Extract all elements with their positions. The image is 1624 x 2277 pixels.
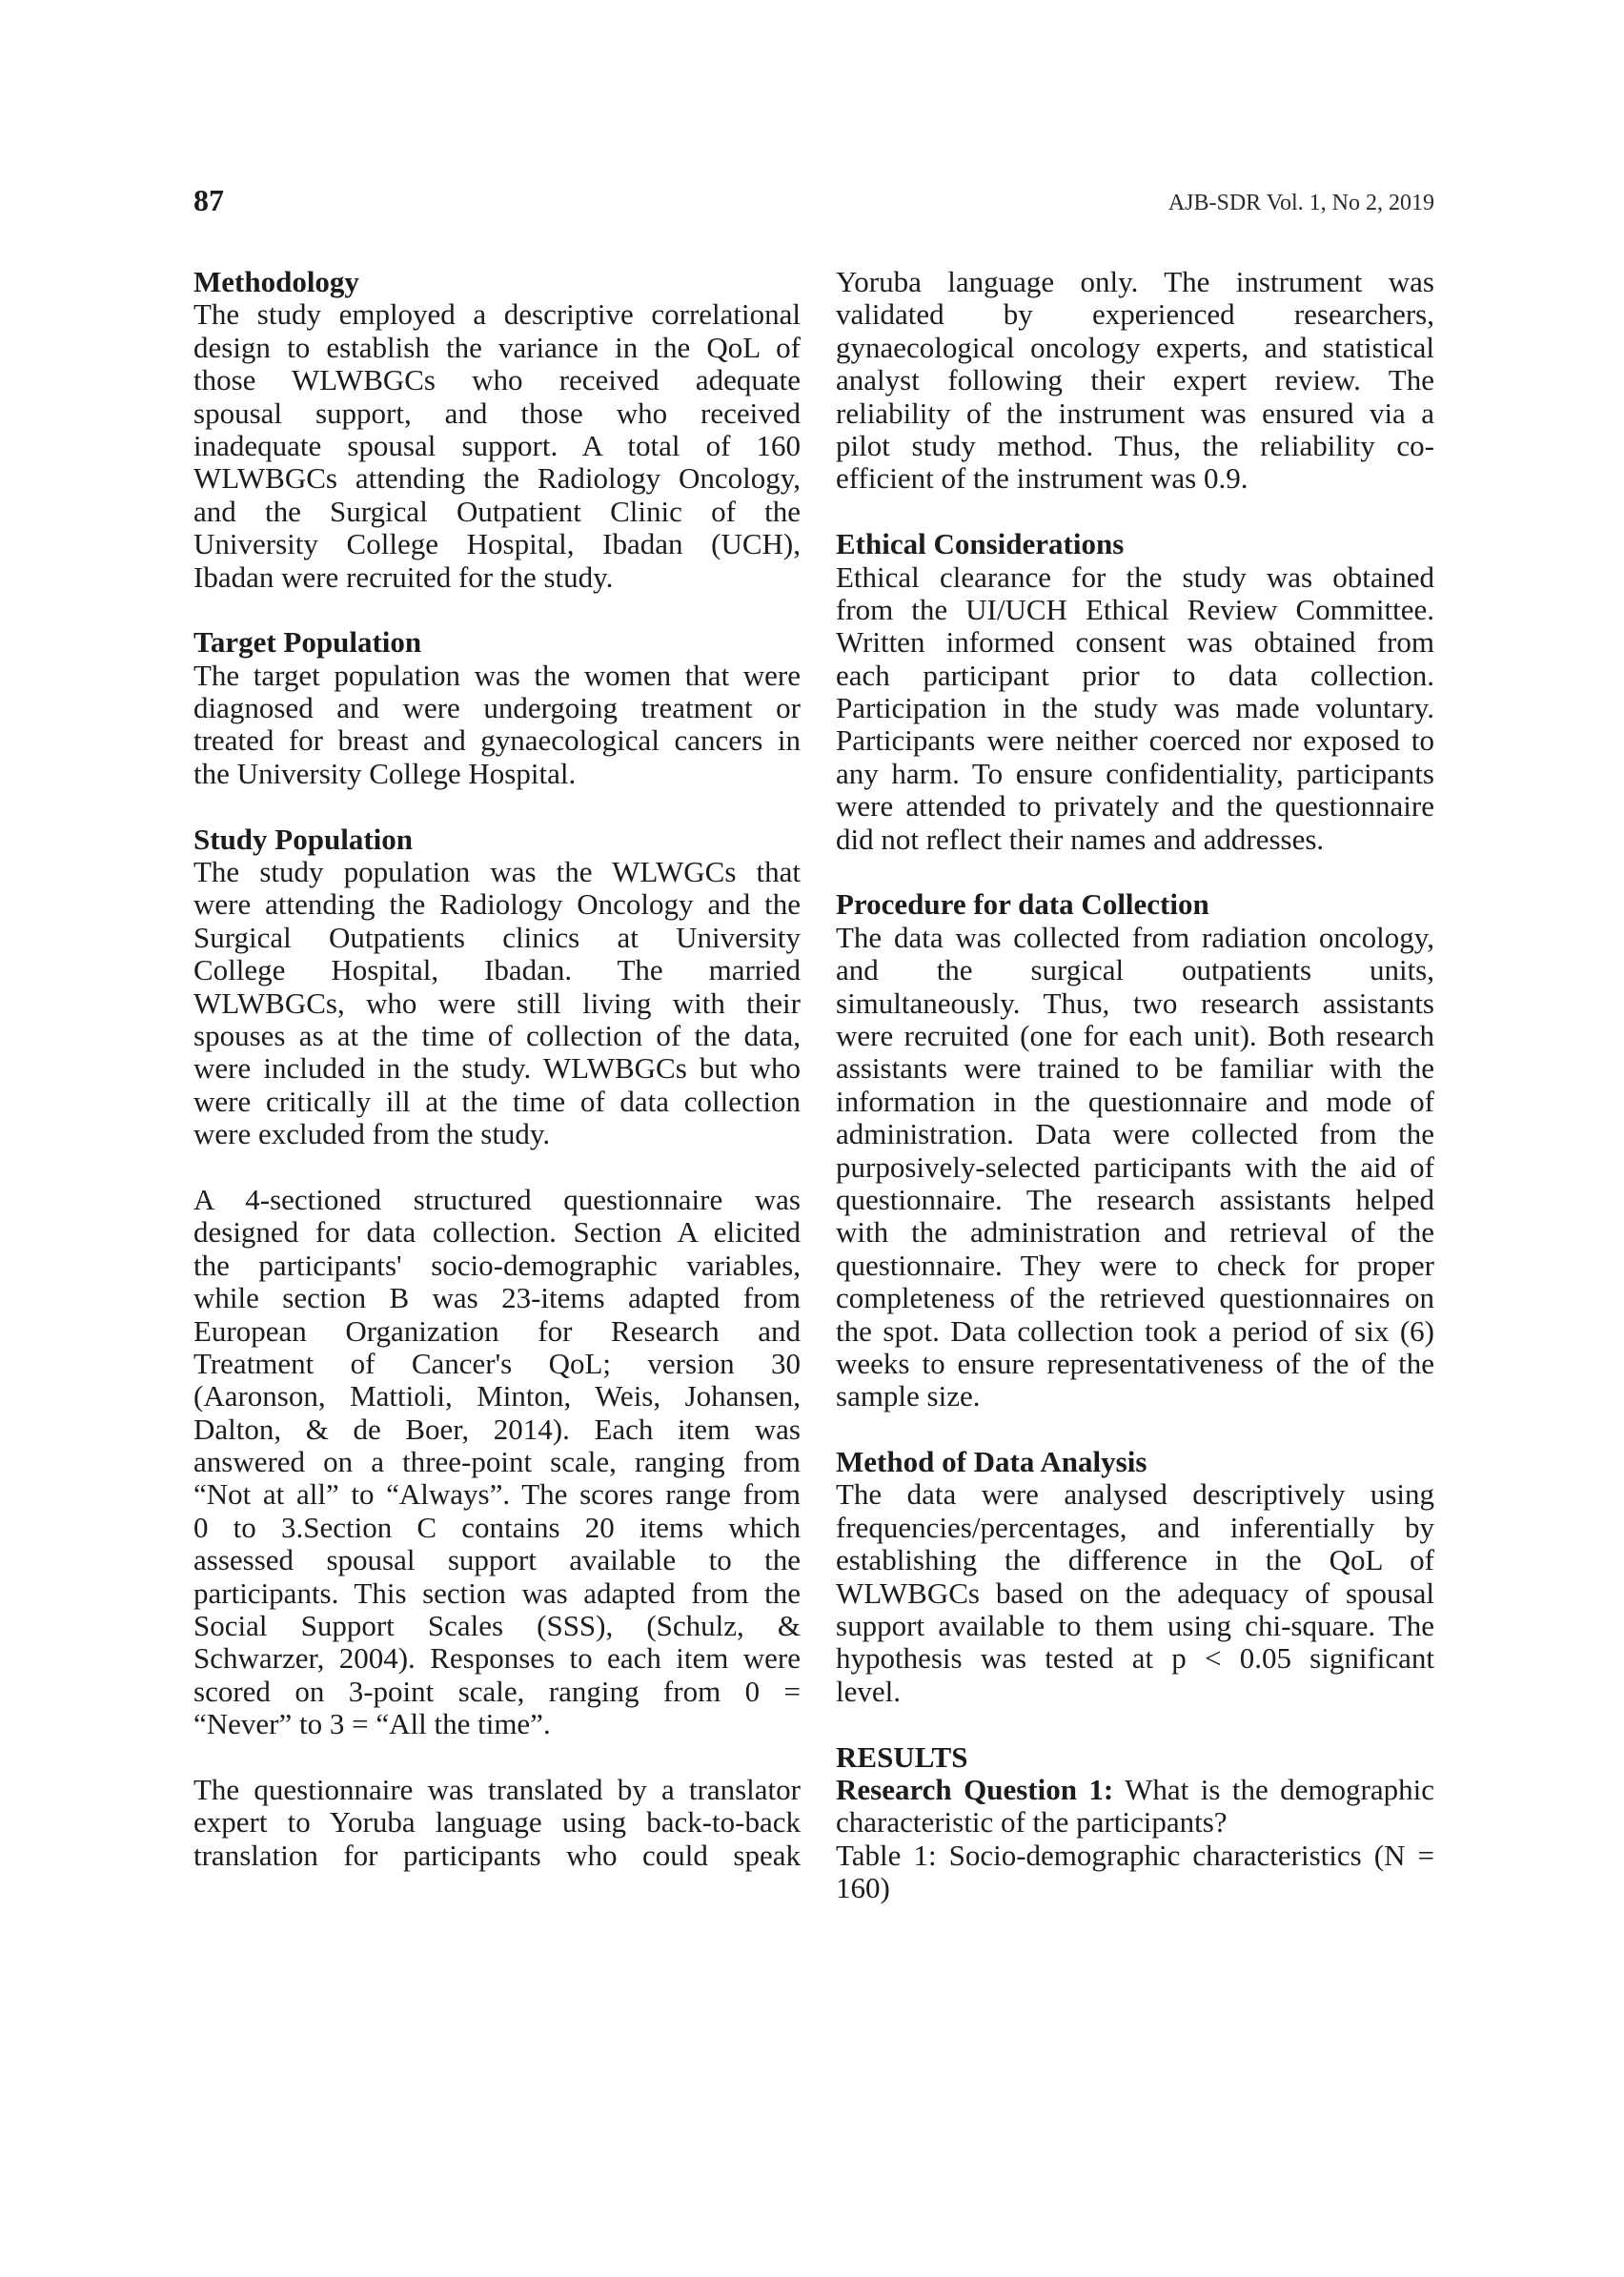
text-line: spousal support, and those who received [193,396,801,430]
text-line: characteristic of the participants? [836,1805,1228,1840]
text-line: pilot study method. Thus, the reliability co- [836,428,1434,462]
text-line: WLWBGCs based on the adequacy of spousal [836,1576,1434,1610]
text-line: Yoruba language only. The instrument was [836,265,1434,298]
text-line: Social Support Scales (SSS), (Schulz, & [193,1609,801,1643]
text-line: weeks to ensure representativeness of the of the [836,1346,1434,1380]
research-question-label: Research Question 1: [836,1772,1114,1806]
text-line: hypothesis was tested at p < 0.05 significant [836,1641,1434,1676]
text-line: information in the questionnaire and mode of [836,1084,1434,1118]
text-line: purposively-selected participants with the aid of [836,1149,1434,1184]
text-line: diagnosed and were undergoing treatment or [193,691,801,725]
text-line: The study employed a descriptive correlational [193,297,801,332]
text-line: Ibadan were recruited for the study. [193,559,614,594]
paragraph [193,1774,801,1872]
text-line: Written informed consent was obtained from [836,625,1434,660]
text-line: were attended to privately and the questionnaire [836,789,1434,823]
paragraph-spacer [193,1151,801,1184]
text-line: treated for breast and gynaecological cancers in [193,723,801,758]
text-line: each participant prior to data collection. [836,658,1434,692]
paragraph [836,266,1434,496]
page-number: 87 [193,183,224,217]
text-line: from the UI/UCH Ethical Review Committee. [836,592,1434,626]
text-line: gynaecological oncology experts, and statistical [836,330,1434,364]
paragraph-spacer [836,1413,1434,1446]
text-line: assistants were trained to be familiar with the [836,1051,1434,1086]
text-line: answered on a three-point scale, ranging from [193,1445,801,1479]
text-line: expert to Yoruba language using back-to-back [193,1805,801,1840]
text-line: frequencies/percentages, and inferentially by [836,1510,1434,1544]
text-line: design to establish the variance in the QoL of [193,330,801,364]
text-line: WLWBGCs attending the Radiology Oncology, [193,461,801,496]
paragraph-spacer [836,1708,1434,1740]
text-line: reliability of the instrument was ensured via a [836,396,1434,430]
text-line: The target population was the women that were [193,658,801,692]
text-line: designed for data collection. Section A elicited [193,1215,801,1250]
text-line: (Aaronson, Mattioli, Minton, Weis, Johansen, [193,1379,801,1413]
text-line: analyst following their expert review. The [836,363,1434,397]
text-line: questionnaire. The research assistants helped [836,1182,1434,1216]
paragraph [836,922,1434,1413]
section-heading-methodology: Methodology [193,265,359,298]
text-line: European Organization for Research and [193,1313,801,1348]
text-line: establishing the difference in the QoL of [836,1543,1434,1577]
paragraph [836,561,1434,857]
text-line: level. [836,1674,901,1708]
paragraph [836,1840,1434,1905]
paragraph-spacer [836,496,1434,528]
text-line: completeness of the retrieved questionnaires on [836,1281,1434,1315]
paragraph [836,1774,1434,1840]
text-line: while section B was 23-items adapted from [193,1281,801,1315]
text-line: scored on 3-point scale, ranging from 0 = [193,1674,801,1708]
text-line: The data were analysed descriptively using [836,1477,1434,1512]
text-line: Surgical Outpatients clinics at University [193,920,801,954]
text-line: were recruited (one for each unit). Both research [836,1018,1434,1052]
text-line [836,1774,1434,1806]
text-line: A 4-sectioned structured questionnaire was [193,1182,801,1216]
text-line: did not reflect their names and addresses. [836,822,1325,856]
right-column [836,266,1434,1905]
section-heading-results: RESULTS [836,1739,968,1774]
text-line: translation for participants who could speak [193,1838,801,1872]
section-heading-study-population: Study Population [193,822,414,856]
text-line: any harm. To ensure confidentiality, participants [836,756,1434,790]
text-line: 0 to 3.Section C contains 20 items which [193,1510,801,1544]
section-heading-target-population: Target Population [193,625,422,660]
text-line: inadequate spousal support. A total of 160 [193,428,801,462]
text-line: and the Surgical Outpatient Clinic of the [193,494,801,528]
text-line: Participation in the study was made voluntary. [836,691,1434,725]
text-line: College Hospital, Ibadan. The married [193,953,801,987]
text-line: simultaneously. Thus, two research assistants [836,986,1434,1020]
text-line: support available to them using chi-square. The [836,1609,1434,1643]
text-line: sample size. [836,1379,981,1413]
text-line: Schwarzer, 2004). Responses to each item were [193,1641,801,1676]
text-line: Participants were neither coerced nor exposed to [836,723,1434,758]
text-line: spouses as at the time of collection of the data, [193,1018,801,1052]
research-question-text: What is the demographic [1113,1772,1434,1806]
text-line: questionnaire. They were to check for proper [836,1248,1434,1282]
text-line: 160) [836,1871,890,1905]
text-line: validated by experienced researchers, [836,297,1434,332]
text-line: assessed spousal support available to the [193,1543,801,1577]
paragraph-spacer [836,856,1434,888]
text-line: “Never” to 3 = “All the time”. [193,1707,551,1741]
text-line: efficient of the instrument was 0.9. [836,461,1248,496]
text-line: Ethical clearance for the study was obtained [836,559,1434,594]
text-line: participants. This section was adapted from the [193,1576,801,1610]
text-line: the University College Hospital. [193,756,577,790]
paragraph-spacer [193,594,801,626]
text-line: Table 1: Socio-demographic characteristics (N = [836,1838,1434,1872]
paragraph-spacer [193,1741,801,1774]
text-line: were excluded from the study. [193,1117,551,1151]
left-column [193,266,801,1872]
text-line: University College Hospital, Ibadan (UCH), [193,527,801,561]
running-head: AJB-SDR Vol. 1, No 2, 2019 [1167,191,1434,215]
paragraph [193,1184,801,1741]
section-heading-method-of-data-analysis: Method of Data Analysis [836,1445,1147,1479]
text-line: Dalton, & de Boer, 2014). Each item was [193,1412,801,1446]
text-line: with the administration and retrieval of the [836,1215,1434,1250]
paragraph-spacer [193,790,801,823]
section-heading-procedure-for-data-collection: Procedure for data Collection [836,887,1209,922]
text-line: those WLWBGCs who received adequate [193,363,801,397]
text-line: The data was collected from radiation oncology, [836,920,1434,954]
text-line: the spot. Data collection took a period of six (6) [836,1313,1434,1348]
paragraph [193,298,801,594]
text-line: Treatment of Cancer's QoL; version 30 [193,1346,801,1380]
section-heading-ethical-considerations: Ethical Considerations [836,527,1125,561]
text-line: the participants' socio-demographic variables, [193,1248,801,1282]
text-line: The questionnaire was translated by a translator [193,1772,801,1806]
paragraph [193,660,801,791]
paragraph [836,1478,1434,1708]
text-line: The study population was the WLWGCs that [193,855,801,889]
text-line: “Not at all” to “Always”. The scores range from [193,1477,801,1512]
text-line: were critically ill at the time of data collection [193,1084,801,1118]
text-line: WLWBGCs, who were still living with their [193,986,801,1020]
text-line: administration. Data were collected from the [836,1117,1434,1151]
text-line: were included in the study. WLWBGCs but who [193,1051,801,1086]
text-line: and the surgical outpatients units, [836,953,1434,987]
text-line: were attending the Radiology Oncology and the [193,887,801,922]
paragraph [193,856,801,1151]
